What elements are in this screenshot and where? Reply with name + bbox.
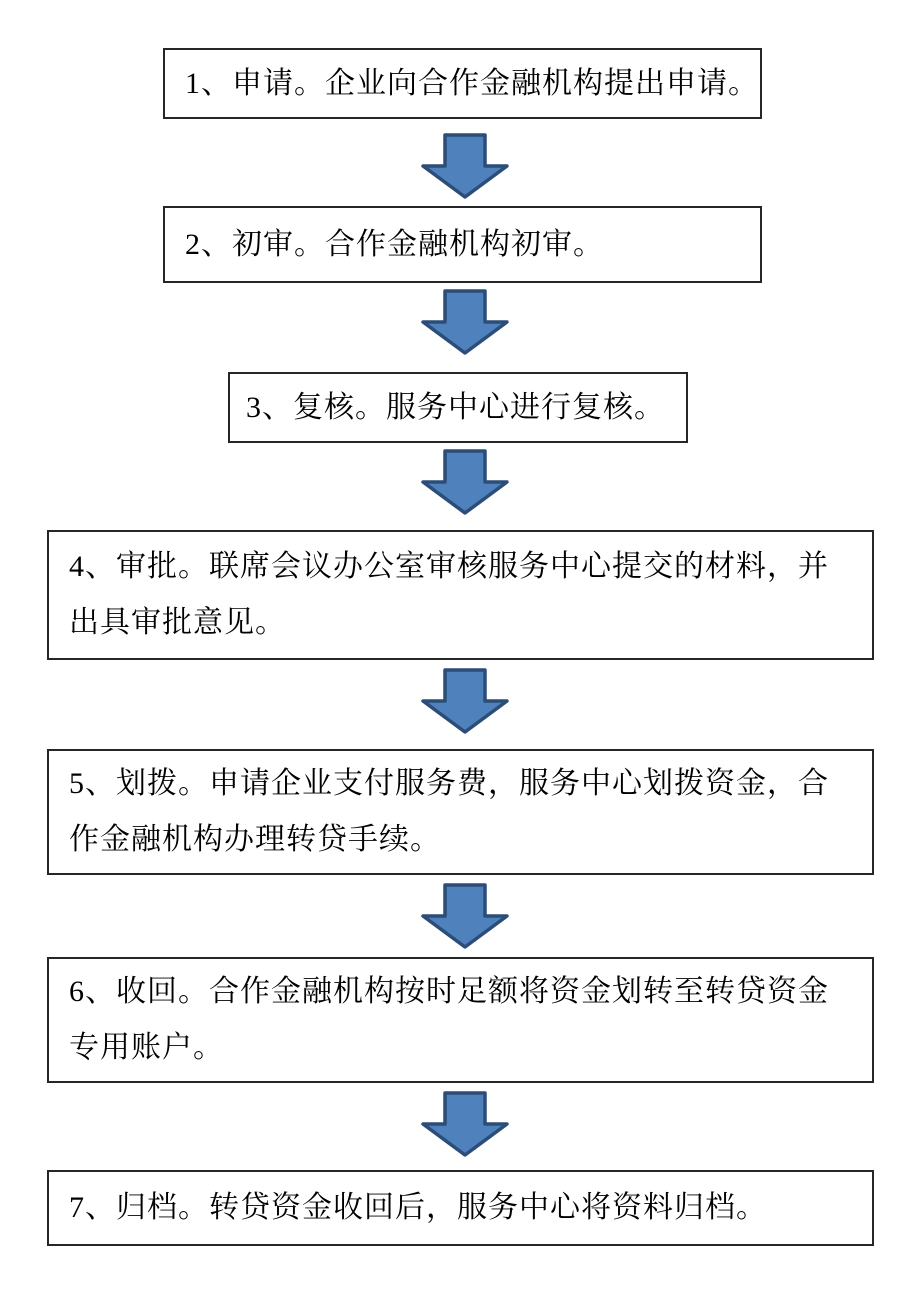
step-4-text: 4、审批。联席会议办公室审核服务中心提交的材料，并出具审批意见。 [69, 550, 829, 639]
step-2-text: 2、初审。合作金融机构初审。 [185, 227, 604, 261]
step-6-text: 6、收回。合作金融机构按时足额将资金划转至转贷资金专用账户。 [69, 975, 829, 1064]
step-1-text: 1、申请。企业向合作金融机构提出申请。 [185, 66, 759, 100]
down-arrow-icon [421, 1091, 509, 1157]
step-3-text: 3、复核。服务中心进行复核。 [246, 390, 665, 424]
down-arrow-icon [421, 883, 509, 949]
step-6-box [47, 957, 874, 1083]
step-7-box [47, 1170, 874, 1246]
down-arrow-icon [421, 668, 509, 734]
step-3-box [228, 372, 688, 443]
down-arrow-icon [421, 449, 509, 515]
step-2-box [163, 206, 762, 283]
down-arrow-icon [421, 133, 509, 199]
step-7-text: 7、归档。转贷资金收回后，服务中心将资料归档。 [69, 1191, 767, 1224]
step-4-box [47, 530, 874, 660]
step-1-box [163, 48, 762, 119]
step-5-box [47, 749, 874, 875]
down-arrow-icon [421, 289, 509, 355]
step-5-text: 5、划拨。申请企业支付服务费，服务中心划拨资金，合作金融机构办理转贷手续。 [69, 767, 829, 856]
